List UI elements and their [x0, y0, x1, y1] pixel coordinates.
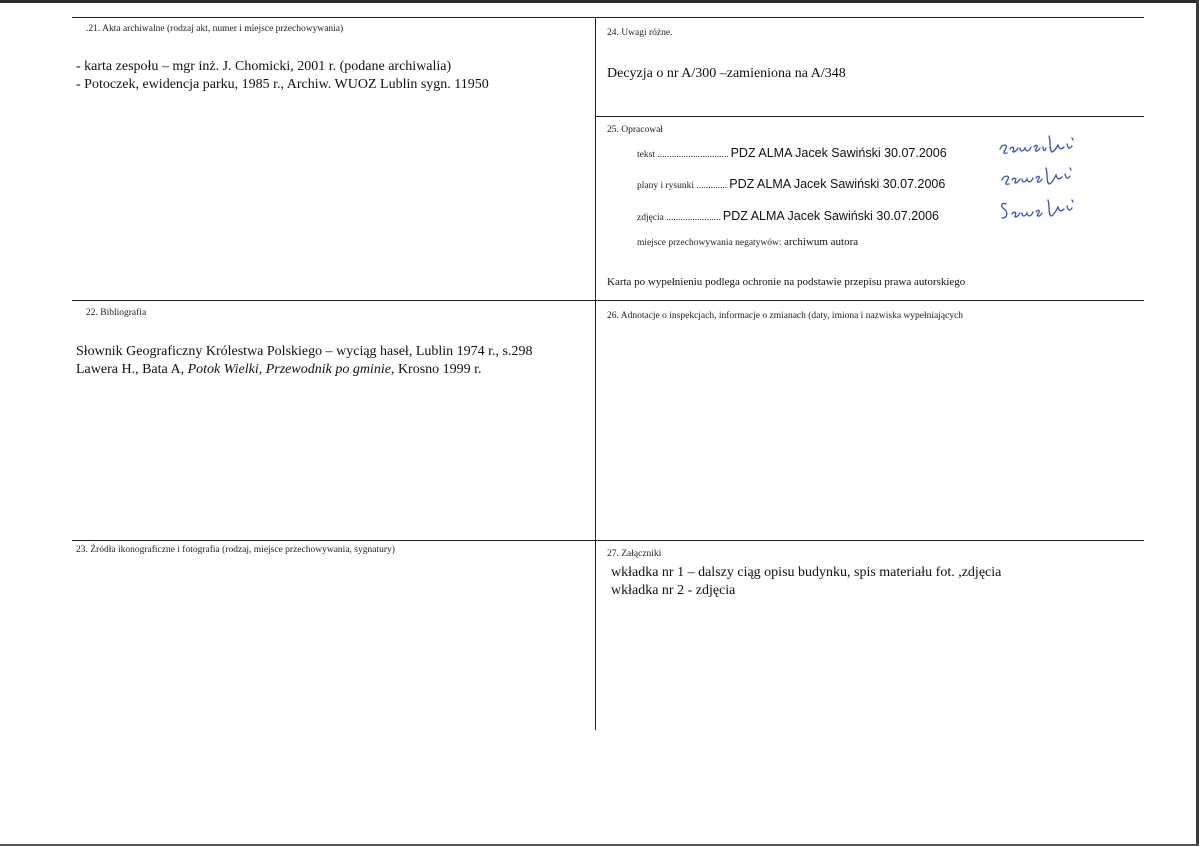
- rule-mid-1: [72, 300, 1144, 301]
- handwritten-signature-3: [998, 194, 1084, 226]
- handwritten-signature-1: [998, 132, 1082, 160]
- bibliography-line-2: [76, 361, 532, 379]
- negatives-storage-label: miejsce przechowywania negatywów:: [637, 238, 782, 248]
- section21-label: .21. Akta archiwalne (rodzaj akt, numer i miejsce przechowywania): [86, 24, 344, 34]
- bibliography-line-1: Słownik Geograficzny Królestwa Polskiego – wyciąg haseł, Lublin 1974 r., s.298: [76, 344, 533, 359]
- author-row-plans: [637, 177, 945, 191]
- section27-content: [611, 564, 1001, 600]
- author-row-photos-value: PDZ ALMA Jacek Sawiński 30.07.2006: [722, 209, 939, 223]
- bibliography-line-2-suffix: Krosno 1999 r.: [394, 362, 482, 377]
- bibliography-line-2-title: Potok Wielki, Przewodnik po gminie,: [187, 362, 395, 377]
- author-row-text-label: tekst ..............................: [637, 150, 729, 160]
- rule-top: [72, 17, 1144, 18]
- section23-label: 23. Źródła ikonograficzne i fotografia (rodzaj, miejsce przechowywania, sygnatury): [76, 545, 395, 555]
- author-row-plans-value: PDZ ALMA Jacek Sawiński 30.07.2006: [729, 177, 946, 191]
- section22-label: 22. Bibliografia: [86, 308, 147, 318]
- section24-text: Decyzja o nr A/300 –zamieniona na A/348: [607, 66, 846, 81]
- section25-label: 25. Opracował: [607, 125, 663, 135]
- scan-edge-top: [0, 0, 1199, 3]
- section24-label: 24. Uwagi różne.: [607, 28, 673, 38]
- bibliography-line-2-prefix: Lawera H., Bata A,: [76, 362, 188, 377]
- section26-label: 26. Adnotacje o inspekcjach, informacje o zmianach (daty, imiona i nazwiska wypełniających: [607, 311, 964, 321]
- section21-line-2: - Potoczek, ewidencja parku, 1985 r., Archiw. WUOZ Lublin sygn. 11950: [76, 77, 489, 92]
- section21-content: [76, 58, 489, 94]
- attachment-line-2: wkładka nr 2 - zdjęcia: [611, 583, 736, 598]
- negatives-storage: [637, 236, 858, 248]
- attachment-line-1: wkładka nr 1 – dalszy ciąg opisu budynku, spis materiału fot. ,zdjęcia: [611, 565, 1002, 580]
- section27-label: 27. Załączniki: [607, 549, 662, 559]
- author-row-photos-label: zdjęcia .......................: [637, 213, 721, 223]
- rule-center: [595, 17, 596, 730]
- handwritten-signature-2: [998, 160, 1082, 190]
- copyright-notice: Karta po wypełnieniu podlega ochronie na podstawie przepisu prawa autorskiego: [607, 276, 966, 288]
- author-row-plans-label: plany i rysunki .............: [637, 181, 728, 191]
- rule-24-25: [596, 116, 1144, 117]
- author-row-text: [637, 146, 947, 160]
- negatives-storage-value: archiwum autora: [783, 236, 859, 248]
- section21-line-1: - karta zespołu – mgr inż. J. Chomicki, 2001 r. (podane archiwalia): [76, 59, 452, 74]
- rule-mid-2: [72, 540, 1144, 541]
- author-row-photos: [637, 209, 939, 223]
- author-row-text-value: PDZ ALMA Jacek Sawiński 30.07.2006: [730, 146, 947, 160]
- section22-content: [76, 343, 532, 379]
